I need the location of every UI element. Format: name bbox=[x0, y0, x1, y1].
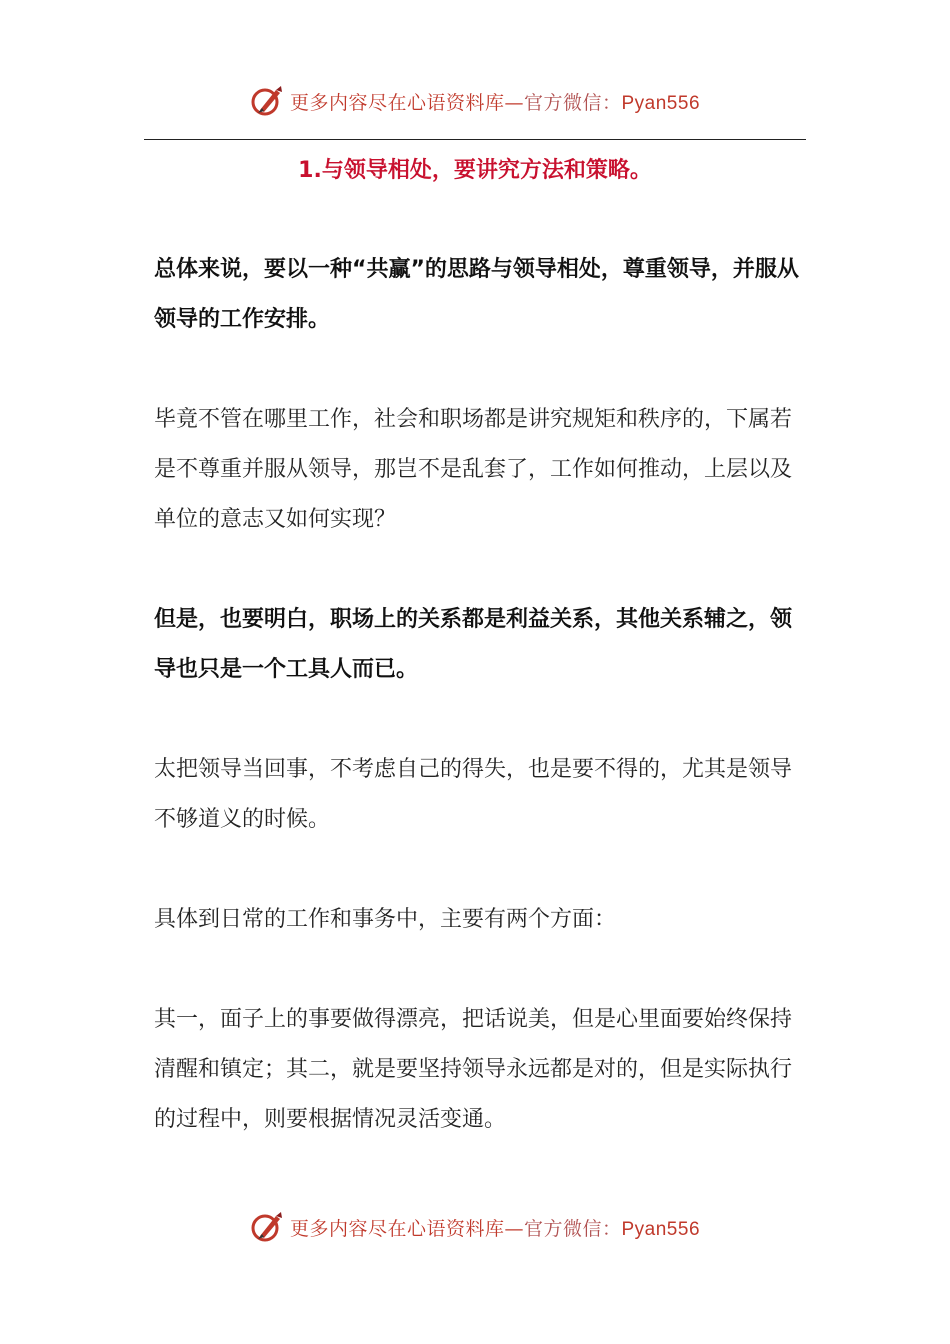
banner-main-text: 更多内容尽在心语资料库— bbox=[289, 91, 524, 114]
header-banner bbox=[0, 84, 950, 118]
footer-banner-text bbox=[290, 1214, 700, 1241]
banner-wechat-label: 官方微信： bbox=[523, 91, 622, 114]
footer-banner bbox=[0, 1210, 950, 1244]
quill-pen-logo-icon bbox=[250, 1210, 284, 1244]
paragraph-2: 毕竟不管在哪里工作，社会和职场都是讲究规矩和秩序的，下属若是不尊重并服从领导，那岂不是乱套了，工作如何推动，上层以及单位的意志又如何实现？ bbox=[154, 407, 793, 532]
banner-text bbox=[290, 88, 700, 115]
banner-wechat-id: Pyan556 bbox=[621, 92, 701, 114]
footer-banner-wechat-label: 官方微信： bbox=[523, 1217, 622, 1240]
paragraph-4: 太把领导当回事，不考虑自己的得失，也是要不得的，尤其是领导不够道义的时候。 bbox=[154, 757, 793, 832]
document-body bbox=[154, 245, 799, 1195]
header-divider bbox=[144, 139, 806, 140]
footer-banner-wechat-id: Pyan556 bbox=[621, 1218, 701, 1240]
paragraph-6: 其一，面子上的事要做得漂亮，把话说美，但是心里面要始终保持清醒和镇定；其二，就是要坚持领导永远都是对的，但是实际执行的过程中，则要根据情况灵活变通。 bbox=[154, 1007, 793, 1132]
document-title: 1.与领导相处，要讲究方法和策略。 bbox=[298, 158, 652, 183]
footer-banner-main-text: 更多内容尽在心语资料库— bbox=[289, 1217, 524, 1240]
quill-pen-logo-icon bbox=[250, 84, 284, 118]
paragraph-1: 总体来说，要以一种“共赢”的思路与领导相处，尊重领导，并服从领导的工作安排。 bbox=[154, 257, 799, 332]
paragraph-3: 但是，也要明白，职场上的关系都是利益关系，其他关系辅之，领导也只是一个工具人而已。 bbox=[154, 607, 793, 682]
paragraph-5: 具体到日常的工作和事务中，主要有两个方面： bbox=[154, 907, 617, 932]
